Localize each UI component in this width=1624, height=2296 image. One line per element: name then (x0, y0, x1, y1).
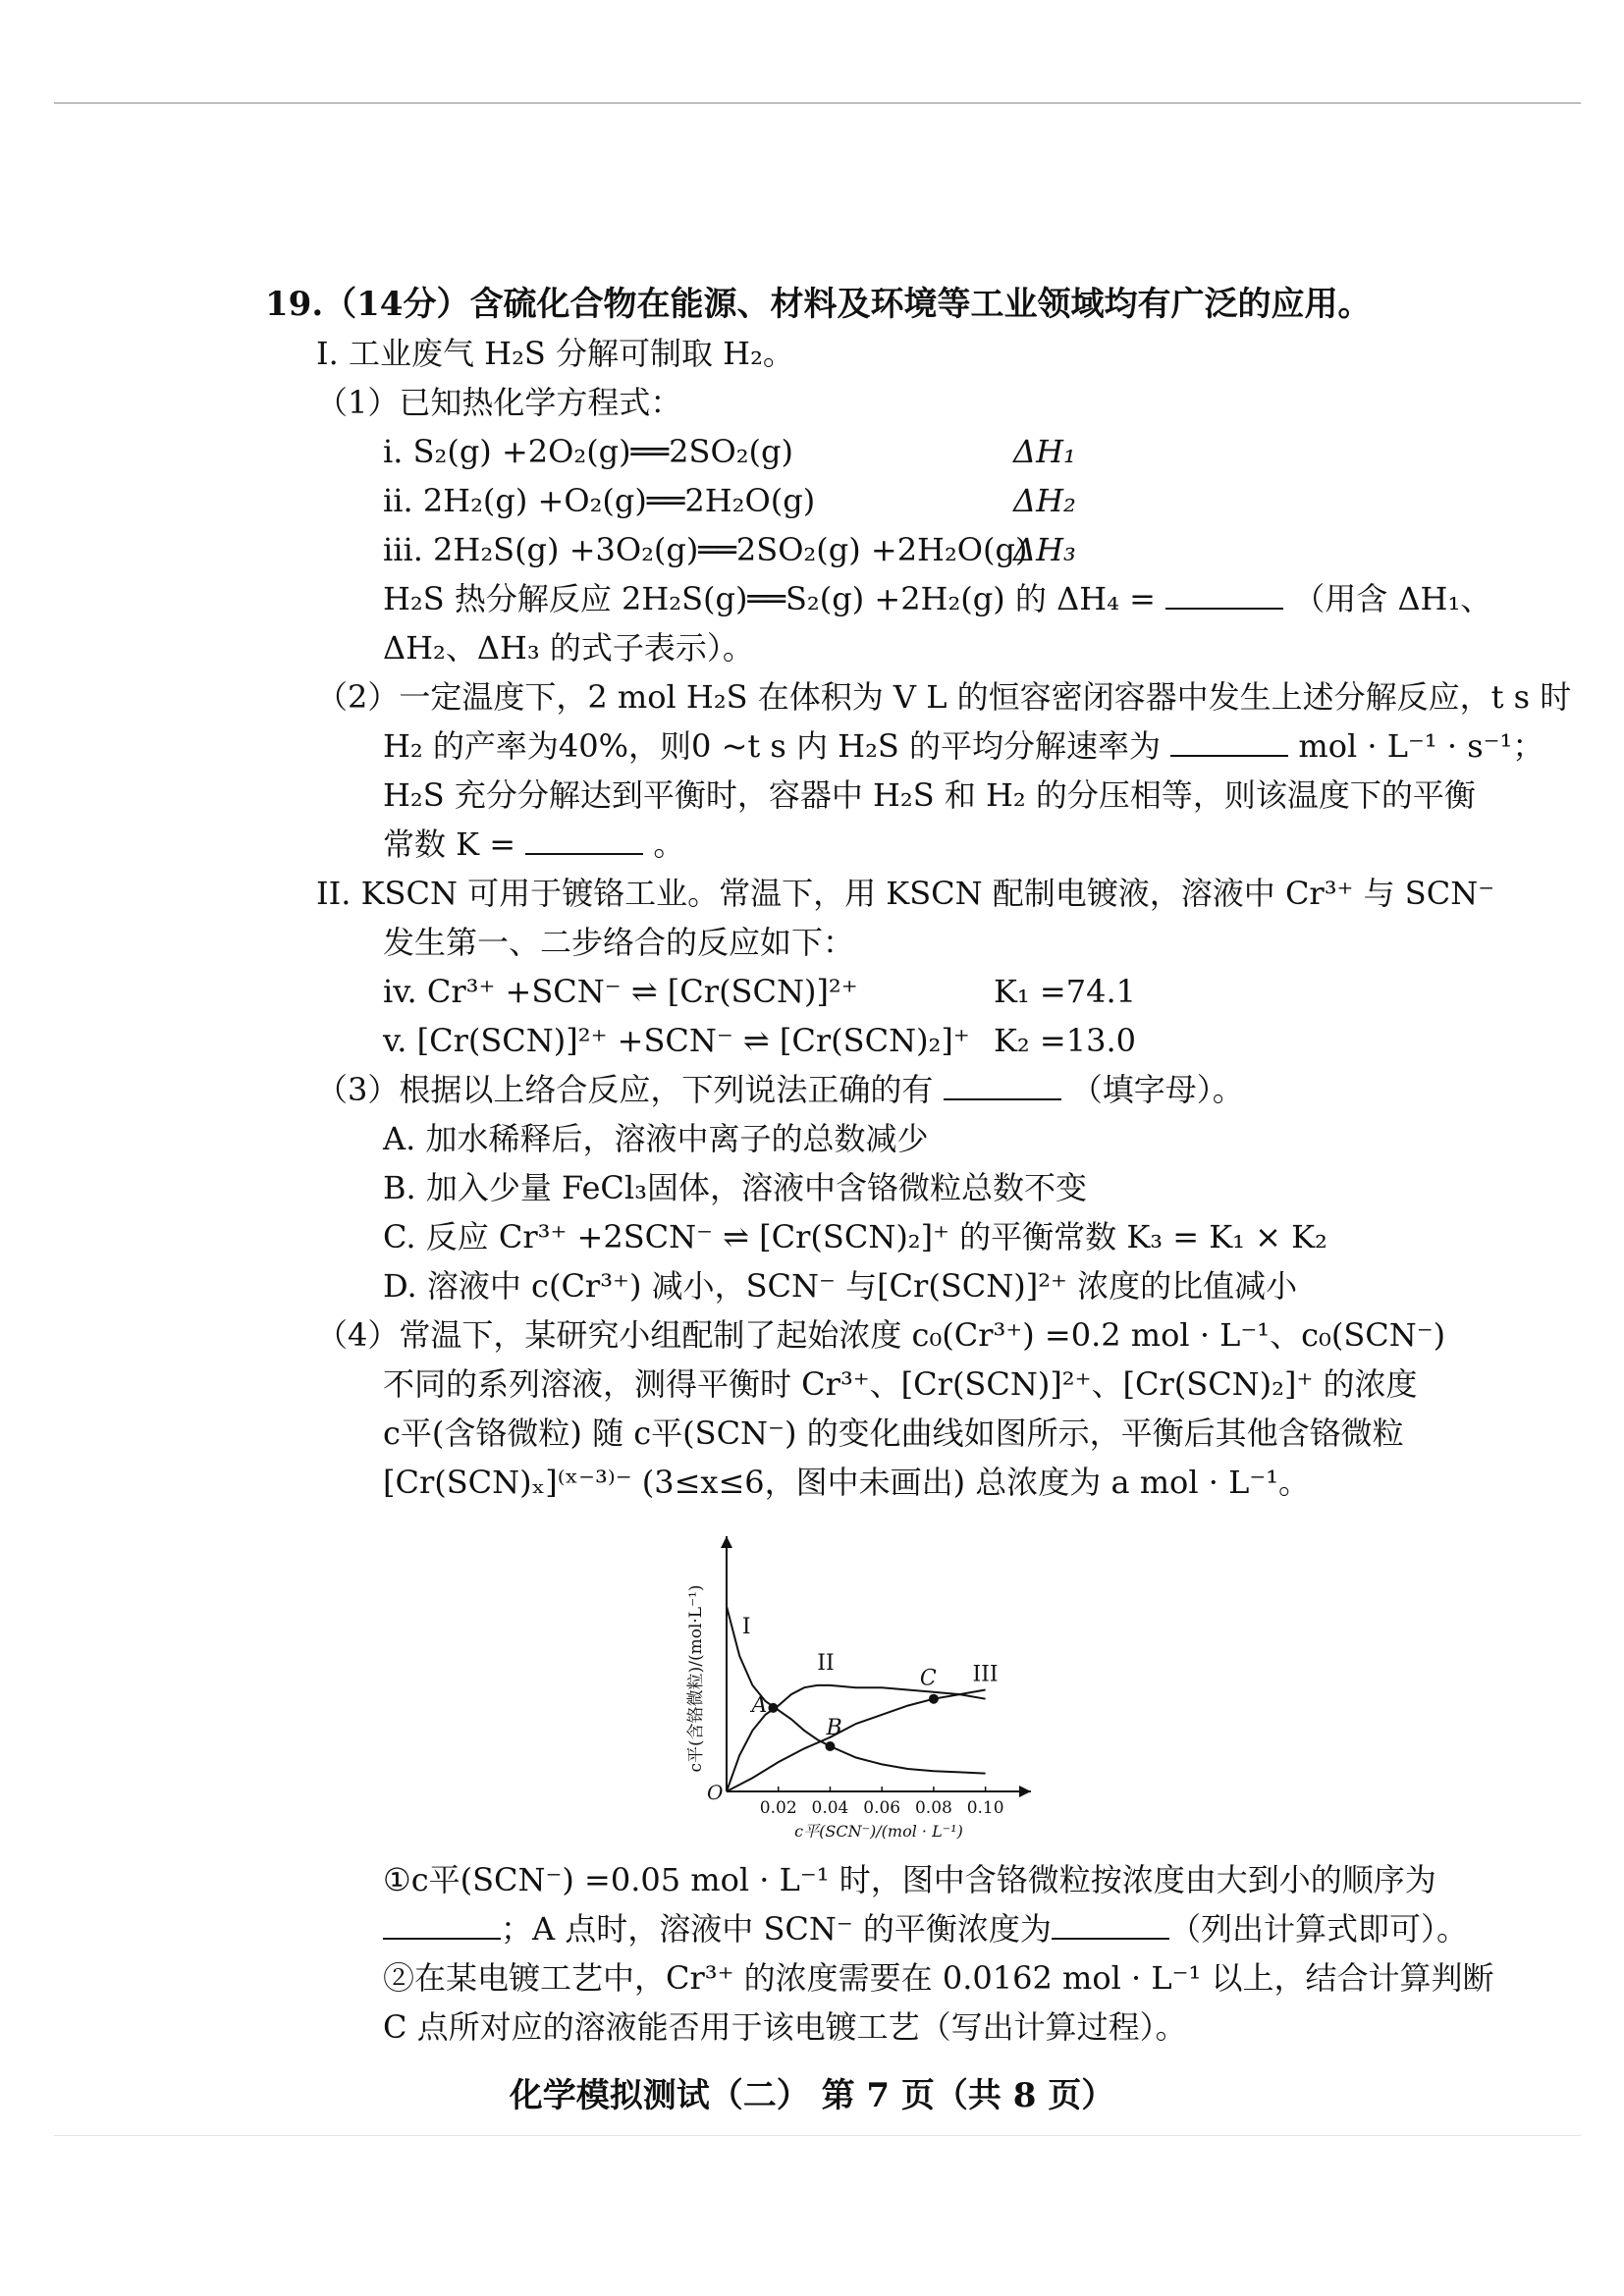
q3 (316, 1070, 1244, 1109)
q4-line3: c平(含铬微粒) 随 c平(SCN⁻) 的变化曲线如图所示，平衡后其他含铬微粒 (383, 1415, 1404, 1452)
answer-blank (525, 829, 643, 855)
y-axis-arrow (721, 1536, 732, 1548)
point-B (825, 1741, 835, 1751)
answer-blank (1170, 731, 1288, 757)
equation-v: v. [Cr(SCN)]²⁺ +SCN⁻ ⇌ [Cr(SCN)₂]⁺ (383, 1022, 970, 1059)
series-label-I: I (741, 1615, 751, 1639)
q2-line1: （2）一定温度下，2 mol H₂S 在体积为 V L 的恒容密闭容器中发生上述分解反应，t s 时 (316, 678, 1572, 716)
equation-iii-enthalpy: ΔH₃ (1013, 531, 1076, 568)
series-line-I (727, 1606, 986, 1773)
point-A (768, 1703, 778, 1713)
x-axis-label: c平(SCN⁻)/(mol · L⁻¹) (794, 1822, 963, 1841)
x-tick-label: 0.08 (914, 1798, 952, 1818)
series-label-III: III (972, 1662, 999, 1687)
q3-text: （3）根据以上络合反应，下列说法正确的有 (316, 1071, 934, 1108)
q1-ask-text: H₂S 热分解反应 2H₂S(g)══S₂(g) +2H₂(g) 的 ΔH₄ = (383, 580, 1156, 617)
q2-line4-text: 常数 K = (383, 826, 516, 863)
sub1-line2 (383, 1909, 1468, 1949)
option-b: B. 加入少量 FeCl₃固体，溶液中含铬微粒总数不变 (383, 1169, 1087, 1206)
x-tick-label: 0.02 (759, 1798, 797, 1818)
part2-line1: II. KSCN 可用于镀铬工业。常温下，用 KSCN 配制电镀液，溶液中 Cr³⁺ 与 SCN⁻ (316, 875, 1495, 912)
equation-ii: ii. 2H₂(g) +O₂(g)══2H₂O(g) (383, 482, 816, 519)
part2-line2: 发生第一、二步络合的反应如下： (383, 924, 855, 961)
q2-line2 (383, 726, 1543, 766)
sub1-line1: ①c平(SCN⁻) =0.05 mol · L⁻¹ 时，图中含铬微粒按浓度由大到小的顺序为 (383, 1861, 1436, 1898)
equation-iv: iv. Cr³⁺ +SCN⁻ ⇌ [Cr(SCN)]²⁺ (383, 973, 858, 1010)
q1-ask-note: （用含 ΔH₁、 (1293, 580, 1492, 617)
x-tick-label: 0.04 (811, 1798, 849, 1818)
bottom-divider (54, 2135, 1581, 2136)
sub1-line2-note: （列出计算式即可）。 (1168, 1910, 1468, 1948)
equation-iii: iii. 2H₂S(g) +3O₂(g)══2SO₂(g) +2H₂O(g) (383, 531, 1028, 568)
q1-intro: （1）已知热化学方程式： (316, 384, 682, 421)
q4-line4: [Cr(SCN)ₓ]⁽ˣ⁻³⁾⁻ (3≤x≤6，图中未画出) 总浓度为 a mol · L⁻¹。 (383, 1464, 1311, 1501)
q2-line4 (383, 825, 684, 864)
question-header: 19.（14分）含硫化合物在能源、材料及环境等工业领域均有广泛的应用。 (265, 285, 1372, 324)
option-a: A. 加水稀释后，溶液中离子的总数减少 (383, 1120, 929, 1157)
sub2-line2: C 点所对应的溶液能否用于该电镀工艺（写出计算过程）。 (383, 2008, 1187, 2046)
point-label-A: A (751, 1692, 768, 1718)
answer-blank (383, 1914, 501, 1940)
option-c: C. 反应 Cr³⁺ +2SCN⁻ ⇌ [Cr(SCN)₂]⁺ 的平衡常数 K₃ = K₁ × K₂ (383, 1218, 1327, 1255)
answer-blank (1052, 1914, 1169, 1940)
y-axis-label: c平(含铬微粒)/(mol·L⁻¹) (686, 1584, 706, 1773)
origin-label: O (707, 1781, 724, 1804)
sub2-line1: ②在某电镀工艺中，Cr³⁺ 的浓度需要在 0.0162 mol · L⁻¹ 以上，结合计算判断 (383, 1959, 1494, 1997)
point-label-B: B (826, 1716, 842, 1740)
q4-line1: （4）常温下，某研究小组配制了起始浓度 c₀(Cr³⁺) =0.2 mol · L⁻¹、c₀(SCN⁻) (316, 1316, 1446, 1354)
q4-line2: 不同的系列溶液，测得平衡时 Cr³⁺、[Cr(SCN)]²⁺、[Cr(SCN)₂]⁺ 的浓度 (383, 1365, 1418, 1403)
sub1-line2-text: ；A 点时，溶液中 SCN⁻ 的平衡浓度为 (501, 1910, 1052, 1948)
top-divider (54, 102, 1581, 104)
concentration-chart (638, 1522, 1031, 1850)
x-tick-label: 0.06 (863, 1798, 901, 1818)
option-d: D. 溶液中 c(Cr³⁺) 减小，SCN⁻ 与[Cr(SCN)]²⁺ 浓度的比值减小 (383, 1267, 1298, 1305)
part1-title: I. 工业废气 H₂S 分解可制取 H₂。 (316, 335, 794, 372)
q1-ask-cont: ΔH₂、ΔH₃ 的式子表示）。 (383, 629, 754, 667)
q2-line4-end: 。 (653, 826, 685, 863)
equation-iv-constant: K₁ =74.1 (994, 973, 1136, 1010)
q2-line2-text: H₂ 的产率为40%，则0 ~t s 内 H₂S 的平均分解速率为 (383, 727, 1162, 765)
series-label-II: II (817, 1650, 835, 1676)
equation-i-enthalpy: ΔH₁ (1013, 433, 1076, 470)
q2-line3: H₂S 充分分解达到平衡时，容器中 H₂S 和 H₂ 的分压相等，则该温度下的平衡 (383, 776, 1476, 814)
equation-i: i. S₂(g) +2O₂(g)══2SO₂(g) (383, 433, 793, 470)
x-tick-label: 0.10 (966, 1798, 1004, 1818)
point-label-C: C (919, 1666, 937, 1691)
point-C (929, 1694, 939, 1704)
page-footer: 化学模拟测试（二） 第 7 页（共 8 页） (509, 2076, 1115, 2115)
q1-ask (383, 579, 1491, 618)
q3-note: （填字母）。 (1070, 1071, 1244, 1108)
equation-ii-enthalpy: ΔH₂ (1013, 482, 1076, 519)
answer-blank (1165, 584, 1283, 610)
x-axis-arrow (1019, 1786, 1031, 1797)
answer-blank (944, 1075, 1061, 1100)
equation-v-constant: K₂ =13.0 (994, 1022, 1136, 1059)
q2-line2-unit: mol · L⁻¹ · s⁻¹； (1298, 727, 1544, 765)
